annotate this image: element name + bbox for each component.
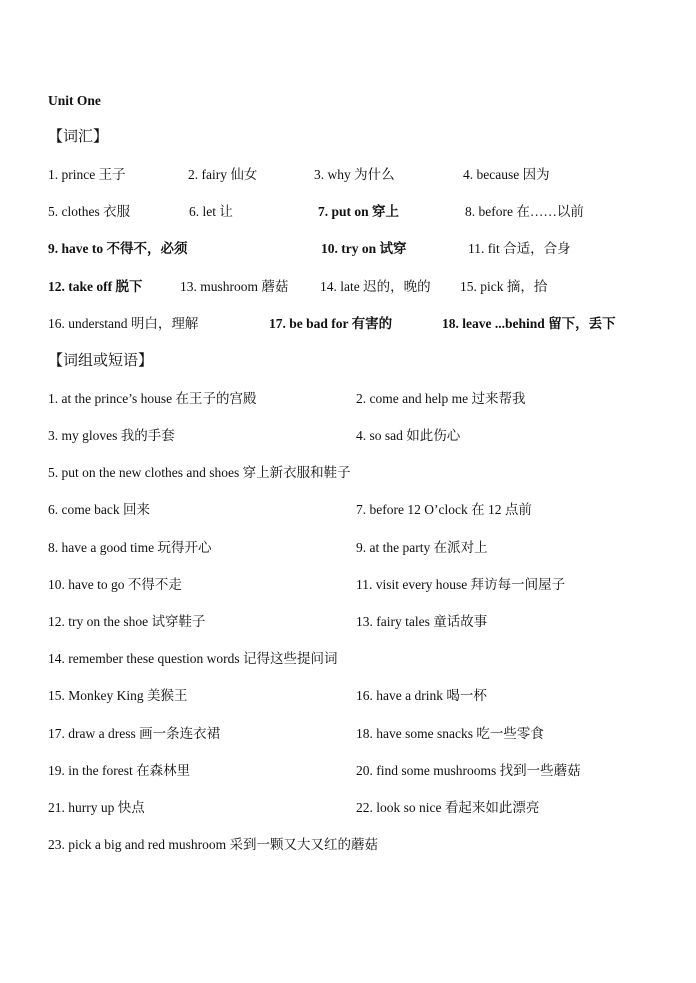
vocab-item: 4. because 因为: [463, 167, 550, 182]
vocab-item: 7. put on 穿上: [318, 204, 400, 219]
phrase-item: 14. remember these question words 记得这些提问词: [48, 651, 338, 666]
vocab-section-header: 【词汇】: [48, 129, 109, 145]
vocab-item: 15. pick 摘，拾: [460, 279, 548, 294]
phrase-item: 9. at the party 在派对上: [356, 540, 488, 555]
phrase-item: 22. look so nice 看起来如此漂亮: [356, 800, 540, 815]
phrase-item: 10. have to go 不得不走: [48, 577, 182, 592]
phrase-item: 6. come back 回来: [48, 502, 150, 517]
vocab-item: 12. take off 脱下: [48, 279, 143, 294]
vocab-item: 13. mushroom 蘑菇: [180, 279, 289, 294]
phrase-item: 18. have some snacks 吃一些零食: [356, 726, 544, 741]
phrase-item: 3. my gloves 我的手套: [48, 428, 175, 443]
vocab-item: 8. before 在……以前: [465, 204, 584, 219]
vocab-item: 10. try on 试穿: [321, 241, 407, 256]
phrase-item: 17. draw a dress 画一条连衣裙: [48, 726, 221, 741]
phrase-item: 16. have a drink 喝一杯: [356, 688, 487, 703]
phrase-item: 7. before 12 O’clock 在 12 点前: [356, 502, 532, 517]
vocab-item: 9. have to 不得不，必须: [48, 241, 188, 256]
phrase-item: 8. have a good time 玩得开心: [48, 540, 212, 555]
phrase-item: 12. try on the shoe 试穿鞋子: [48, 614, 206, 629]
phrase-item: 21. hurry up 快点: [48, 800, 145, 815]
phrase-item: 23. pick a big and red mushroom 采到一颗又大又红的蘑菇: [48, 837, 378, 852]
phrase-item: 13. fairy tales 童话故事: [356, 614, 488, 629]
phrase-item: 20. find some mushrooms 找到一些蘑菇: [356, 763, 581, 778]
vocab-item: 3. why 为什么: [314, 167, 395, 182]
phrase-item: 4. so sad 如此伤心: [356, 428, 461, 443]
vocab-item: 2. fairy 仙女: [188, 167, 258, 182]
phrase-item: 5. put on the new clothes and shoes 穿上新衣服和鞋子: [48, 465, 351, 480]
vocab-item: 18. leave ...behind 留下，丢下: [442, 316, 616, 331]
vocab-item: 17. be bad for 有害的: [269, 316, 393, 331]
vocab-item: 14. late 迟的，晚的: [320, 279, 431, 294]
phrase-item: 15. Monkey King 美猴王: [48, 688, 188, 703]
page-title: Unit One: [48, 93, 101, 108]
vocab-item: 16. understand 明白，理解: [48, 316, 199, 331]
vocab-item: 1. prince 王子: [48, 167, 126, 182]
phrase-item: 1. at the prince’s house 在王子的宫殿: [48, 391, 257, 406]
phrase-item: 19. in the forest 在森林里: [48, 763, 191, 778]
vocab-item: 6. let 让: [189, 204, 233, 219]
vocab-item: 11. fit 合适，合身: [468, 241, 571, 256]
phrase-section-header: 【词组或短语】: [48, 353, 154, 369]
vocab-item: 5. clothes 衣服: [48, 204, 131, 219]
phrase-item: 11. visit every house 拜访每一间屋子: [356, 577, 566, 592]
phrase-item: 2. come and help me 过来帮我: [356, 391, 526, 406]
